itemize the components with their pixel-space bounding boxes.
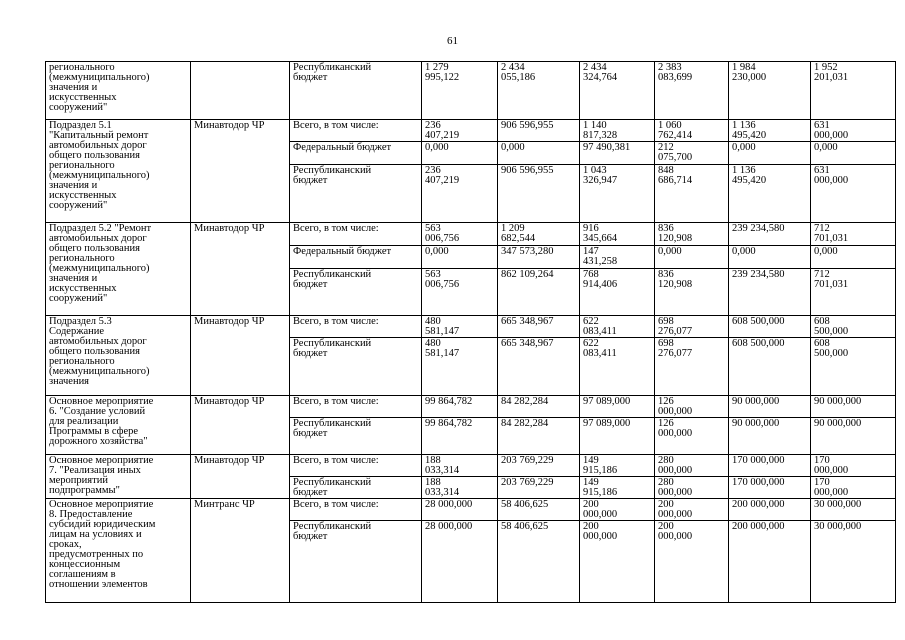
amount-cell-text: 58 406,625 xyxy=(501,521,549,532)
amount-cell-text: 188 033,314 xyxy=(425,477,460,498)
amount-cell-text: 0,000 xyxy=(732,142,756,153)
executor-cell xyxy=(191,455,290,499)
amount-cell xyxy=(729,269,811,316)
funding-source-cell-text: Республиканский бюджет xyxy=(293,521,372,542)
amount-cell xyxy=(655,269,729,316)
table-row xyxy=(46,396,896,418)
amount-cell-text: 90 000,000 xyxy=(814,396,862,407)
funding-source-cell-text: Республиканский бюджет xyxy=(293,418,372,439)
amount-cell xyxy=(729,165,811,223)
amount-cell xyxy=(729,120,811,142)
amount-cell xyxy=(811,120,896,142)
funding-source-cell xyxy=(290,120,422,142)
amount-cell xyxy=(811,223,896,246)
amount-cell-text: 347 573,280 xyxy=(501,246,554,257)
amount-cell xyxy=(422,269,498,316)
amount-cell-text: 99 864,782 xyxy=(425,418,473,429)
funding-source-cell xyxy=(290,499,422,521)
section-name-cell xyxy=(46,62,191,120)
amount-cell-text: 0,000 xyxy=(425,246,449,257)
funding-source-cell xyxy=(290,455,422,477)
section-name-cell-text: Подраздел 5.3 Содержание автомобильных дорог общего пользования регионального (межмуниципального) значения xyxy=(49,316,150,387)
amount-cell xyxy=(580,165,655,223)
amount-cell xyxy=(422,246,498,269)
amount-cell-text: 0,000 xyxy=(501,142,525,153)
amount-cell xyxy=(655,62,729,120)
amount-cell xyxy=(811,316,896,338)
amount-cell-text: 84 282,284 xyxy=(501,418,549,429)
amount-cell-text: 90 000,000 xyxy=(732,396,780,407)
amount-cell-text: 203 769,229 xyxy=(501,477,554,488)
amount-cell xyxy=(811,142,896,165)
amount-cell-text: 236 407,219 xyxy=(425,120,460,141)
executor-cell-text: Минавтодор ЧР xyxy=(194,120,265,131)
amount-cell-text: 97 089,000 xyxy=(583,396,631,407)
amount-cell-text: 480 581,147 xyxy=(425,338,460,359)
section-name-cell-text: Основное мероприятие 6. "Создание условий для реализации Программы в сфере дорожного хозяйства" xyxy=(49,396,154,447)
amount-cell xyxy=(580,477,655,499)
amount-cell xyxy=(729,338,811,396)
funding-source-cell-text: Всего, в том числе: xyxy=(293,316,379,327)
amount-cell-text: 200 000,000 xyxy=(583,499,618,520)
amount-cell xyxy=(422,477,498,499)
amount-cell-text: 97 089,000 xyxy=(583,418,631,429)
amount-cell xyxy=(422,418,498,455)
executor-cell xyxy=(191,499,290,603)
amount-cell-text: 280 000,000 xyxy=(658,477,693,498)
amount-cell-text: 126 000,000 xyxy=(658,418,693,439)
amount-cell xyxy=(580,246,655,269)
section-name-cell xyxy=(46,499,191,603)
amount-cell-text: 200 000,000 xyxy=(583,521,618,542)
amount-cell-text: 28 000,000 xyxy=(425,521,473,532)
funding-source-cell-text: Республиканский бюджет xyxy=(293,338,372,359)
amount-cell-text: 862 109,264 xyxy=(501,269,554,280)
amount-cell xyxy=(498,246,580,269)
amount-cell xyxy=(655,499,729,521)
amount-cell xyxy=(498,223,580,246)
funding-source-cell xyxy=(290,477,422,499)
table-row xyxy=(46,316,896,338)
page-number: 61 xyxy=(447,35,458,47)
table-row xyxy=(46,120,896,142)
funding-source-cell xyxy=(290,338,422,396)
amount-cell-text: 608 500,000 xyxy=(732,338,785,349)
amount-cell xyxy=(580,316,655,338)
amount-cell-text: 836 120,908 xyxy=(658,269,693,290)
funding-source-cell xyxy=(290,142,422,165)
section-name-cell-text: Основное мероприятие 7. "Реализация иных мероприятий подпрограммы" xyxy=(49,455,154,496)
amount-cell xyxy=(655,338,729,396)
amount-cell xyxy=(655,120,729,142)
section-name-cell xyxy=(46,223,191,316)
amount-cell xyxy=(811,396,896,418)
amount-cell xyxy=(422,316,498,338)
table-row xyxy=(46,62,896,120)
amount-cell-text: 84 282,284 xyxy=(501,396,549,407)
amount-cell xyxy=(655,142,729,165)
amount-cell xyxy=(580,269,655,316)
amount-cell-text: 1 952 201,031 xyxy=(814,62,849,83)
amount-cell xyxy=(729,246,811,269)
amount-cell xyxy=(729,396,811,418)
amount-cell xyxy=(498,418,580,455)
executor-cell xyxy=(191,223,290,316)
amount-cell xyxy=(729,499,811,521)
amount-cell-text: 99 864,782 xyxy=(425,396,473,407)
amount-cell xyxy=(498,142,580,165)
amount-cell-text: 200 000,000 xyxy=(732,499,785,510)
amount-cell-text: 170 000,000 xyxy=(814,455,849,476)
amount-cell xyxy=(580,223,655,246)
amount-cell-text: 768 914,406 xyxy=(583,269,618,290)
amount-cell-text: 622 083,411 xyxy=(583,338,617,359)
amount-cell xyxy=(498,62,580,120)
amount-cell xyxy=(422,62,498,120)
amount-cell-text: 631 000,000 xyxy=(814,165,849,186)
amount-cell xyxy=(811,165,896,223)
amount-cell xyxy=(655,521,729,603)
section-name-cell xyxy=(46,396,191,455)
funding-source-cell-text: Федеральный бюджет xyxy=(293,142,392,153)
amount-cell-text: 170 000,000 xyxy=(732,477,785,488)
executor-cell-text: Минавтодор ЧР xyxy=(194,396,265,407)
amount-cell xyxy=(729,477,811,499)
amount-cell-text: 1 136 495,420 xyxy=(732,165,767,186)
amount-cell xyxy=(498,165,580,223)
funding-source-cell xyxy=(290,269,422,316)
amount-cell xyxy=(811,246,896,269)
amount-cell xyxy=(422,455,498,477)
funding-source-cell xyxy=(290,223,422,246)
amount-cell-text: 0,000 xyxy=(814,246,838,257)
funding-source-cell-text: Федеральный бюджет xyxy=(293,246,392,257)
amount-cell xyxy=(580,499,655,521)
amount-cell-text: 2 434 055,186 xyxy=(501,62,536,83)
amount-cell-text: 1 140 817,328 xyxy=(583,120,618,141)
amount-cell-text: 30 000,000 xyxy=(814,521,862,532)
executor-cell-text: Минавтодор ЧР xyxy=(194,316,265,327)
amount-cell xyxy=(655,455,729,477)
amount-cell xyxy=(811,521,896,603)
amount-cell xyxy=(498,521,580,603)
amount-cell xyxy=(498,316,580,338)
amount-cell-text: 200 000,000 xyxy=(658,521,693,542)
funding-source-cell-text: Всего, в том числе: xyxy=(293,396,379,407)
funding-source-cell xyxy=(290,62,422,120)
amount-cell-text: 2 383 083,699 xyxy=(658,62,693,83)
amount-cell xyxy=(729,62,811,120)
amount-cell xyxy=(655,316,729,338)
table-row xyxy=(46,223,896,246)
section-name-cell-text: регионального (межмуниципального) значения и искусственных сооружений" xyxy=(49,62,150,113)
amount-cell xyxy=(580,62,655,120)
amount-cell-text: 906 596,955 xyxy=(501,165,554,176)
amount-cell-text: 712 701,031 xyxy=(814,269,849,290)
amount-cell xyxy=(422,120,498,142)
amount-cell xyxy=(655,165,729,223)
executor-cell xyxy=(191,316,290,396)
amount-cell-text: 665 348,967 xyxy=(501,316,554,327)
amount-cell xyxy=(655,223,729,246)
amount-cell-text: 0,000 xyxy=(658,246,682,257)
executor-cell-text: Минавтодор ЧР xyxy=(194,455,265,466)
funding-source-cell xyxy=(290,246,422,269)
amount-cell xyxy=(729,316,811,338)
funding-source-cell-text: Республиканский бюджет xyxy=(293,62,372,83)
executor-cell-text: Минавтодор ЧР xyxy=(194,223,265,234)
amount-cell-text: 622 083,411 xyxy=(583,316,617,337)
amount-cell xyxy=(655,396,729,418)
funding-source-cell xyxy=(290,521,422,603)
funding-source-cell-text: Всего, в том числе: xyxy=(293,455,379,466)
amount-cell xyxy=(729,521,811,603)
amount-cell xyxy=(580,521,655,603)
amount-cell-text: 1 136 495,420 xyxy=(732,120,767,141)
amount-cell-text: 147 431,258 xyxy=(583,246,618,267)
executor-cell xyxy=(191,396,290,455)
amount-cell xyxy=(422,499,498,521)
section-name-cell xyxy=(46,455,191,499)
executor-cell xyxy=(191,120,290,223)
amount-cell-text: 170 000,000 xyxy=(732,455,785,466)
funding-source-cell-text: Республиканский бюджет xyxy=(293,477,372,498)
amount-cell-text: 0,000 xyxy=(732,246,756,257)
amount-cell xyxy=(580,338,655,396)
amount-cell xyxy=(729,223,811,246)
amount-cell-text: 90 000,000 xyxy=(814,418,862,429)
amount-cell-text: 239 234,580 xyxy=(732,223,785,234)
amount-cell-text: 236 407,219 xyxy=(425,165,460,186)
amount-cell xyxy=(655,246,729,269)
amount-cell-text: 608 500,000 xyxy=(732,316,785,327)
amount-cell xyxy=(655,418,729,455)
amount-cell xyxy=(422,396,498,418)
amount-cell xyxy=(729,142,811,165)
amount-cell xyxy=(811,499,896,521)
amount-cell-text: 2 434 324,764 xyxy=(583,62,618,83)
amount-cell xyxy=(498,269,580,316)
section-name-cell-text: Подраздел 5.1 "Капитальный ремонт автомобильных дорог общего пользования регионального (межмуниципального) значения и искусственных сооружений" xyxy=(49,120,150,211)
amount-cell-text: 0,000 xyxy=(425,142,449,153)
table-row xyxy=(46,455,896,477)
amount-cell-text: 149 915,186 xyxy=(583,477,618,498)
amount-cell xyxy=(498,455,580,477)
executor-cell xyxy=(191,62,290,120)
funding-source-cell-text: Республиканский бюджет xyxy=(293,165,372,186)
amount-cell-text: 665 348,967 xyxy=(501,338,554,349)
amount-cell-text: 58 406,625 xyxy=(501,499,549,510)
funding-source-cell-text: Всего, в том числе: xyxy=(293,120,379,131)
amount-cell-text: 280 000,000 xyxy=(658,455,693,476)
budget-table xyxy=(45,61,896,603)
amount-cell-text: 212 075,700 xyxy=(658,142,693,163)
amount-cell-text: 836 120,908 xyxy=(658,223,693,244)
amount-cell-text: 608 500,000 xyxy=(814,338,849,359)
funding-source-cell xyxy=(290,418,422,455)
funding-source-cell xyxy=(290,316,422,338)
amount-cell-text: 698 276,077 xyxy=(658,338,693,359)
amount-cell-text: 28 000,000 xyxy=(425,499,473,510)
section-name-cell-text: Подраздел 5.2 "Ремонт автомобильных дорог общего пользования регионального (межмуниципального) значения и искусственных сооружений" xyxy=(49,223,152,304)
table-row xyxy=(46,499,896,521)
amount-cell xyxy=(580,418,655,455)
amount-cell xyxy=(811,62,896,120)
amount-cell xyxy=(498,120,580,142)
amount-cell xyxy=(422,165,498,223)
amount-cell-text: 1 984 230,000 xyxy=(732,62,767,83)
amount-cell xyxy=(811,455,896,477)
amount-cell-text: 563 006,756 xyxy=(425,269,460,290)
amount-cell-text: 200 000,000 xyxy=(732,521,785,532)
amount-cell-text: 563 006,756 xyxy=(425,223,460,244)
amount-cell xyxy=(422,521,498,603)
amount-cell-text: 126 000,000 xyxy=(658,396,693,417)
amount-cell-text: 848 686,714 xyxy=(658,165,693,186)
amount-cell xyxy=(729,418,811,455)
amount-cell xyxy=(580,396,655,418)
amount-cell xyxy=(498,477,580,499)
funding-source-cell xyxy=(290,165,422,223)
amount-cell-text: 916 345,664 xyxy=(583,223,618,244)
section-name-cell xyxy=(46,316,191,396)
section-name-cell xyxy=(46,120,191,223)
amount-cell xyxy=(655,477,729,499)
funding-source-cell-text: Всего, в том числе: xyxy=(293,499,379,510)
amount-cell-text: 188 033,314 xyxy=(425,455,460,476)
amount-cell-text: 200 000,000 xyxy=(658,499,693,520)
amount-cell-text: 712 701,031 xyxy=(814,223,849,244)
section-name-cell-text: Основное мероприятие 8. Предоставление субсидий юридическим лицам на условиях и сроках, предусмотренных по концессионным соглашениям в отношении элементов xyxy=(49,499,156,590)
amount-cell-text: 203 769,229 xyxy=(501,455,554,466)
amount-cell-text: 90 000,000 xyxy=(732,418,780,429)
amount-cell-text: 698 276,077 xyxy=(658,316,693,337)
amount-cell xyxy=(811,418,896,455)
amount-cell xyxy=(811,338,896,396)
amount-cell-text: 30 000,000 xyxy=(814,499,862,510)
amount-cell-text: 1 279 995,122 xyxy=(425,62,460,83)
amount-cell-text: 1 043 326,947 xyxy=(583,165,618,186)
amount-cell xyxy=(422,223,498,246)
amount-cell-text: 239 234,580 xyxy=(732,269,785,280)
amount-cell xyxy=(580,142,655,165)
amount-cell-text: 0,000 xyxy=(814,142,838,153)
amount-cell-text: 608 500,000 xyxy=(814,316,849,337)
amount-cell-text: 631 000,000 xyxy=(814,120,849,141)
amount-cell xyxy=(498,338,580,396)
amount-cell-text: 906 596,955 xyxy=(501,120,554,131)
amount-cell-text: 97 490,381 xyxy=(583,142,631,153)
amount-cell-text: 1 209 682,544 xyxy=(501,223,536,244)
amount-cell-text: 1 060 762,414 xyxy=(658,120,693,141)
amount-cell xyxy=(422,338,498,396)
amount-cell xyxy=(580,120,655,142)
funding-source-cell xyxy=(290,396,422,418)
amount-cell-text: 170 000,000 xyxy=(814,477,849,498)
amount-cell xyxy=(729,455,811,477)
amount-cell xyxy=(422,142,498,165)
funding-source-cell-text: Всего, в том числе: xyxy=(293,223,379,234)
amount-cell xyxy=(811,477,896,499)
amount-cell xyxy=(580,455,655,477)
funding-source-cell-text: Республиканский бюджет xyxy=(293,269,372,290)
amount-cell-text: 149 915,186 xyxy=(583,455,618,476)
amount-cell xyxy=(498,499,580,521)
amount-cell xyxy=(811,269,896,316)
amount-cell xyxy=(498,396,580,418)
executor-cell-text: Минтранс ЧР xyxy=(194,499,255,510)
amount-cell-text: 480 581,147 xyxy=(425,316,460,337)
